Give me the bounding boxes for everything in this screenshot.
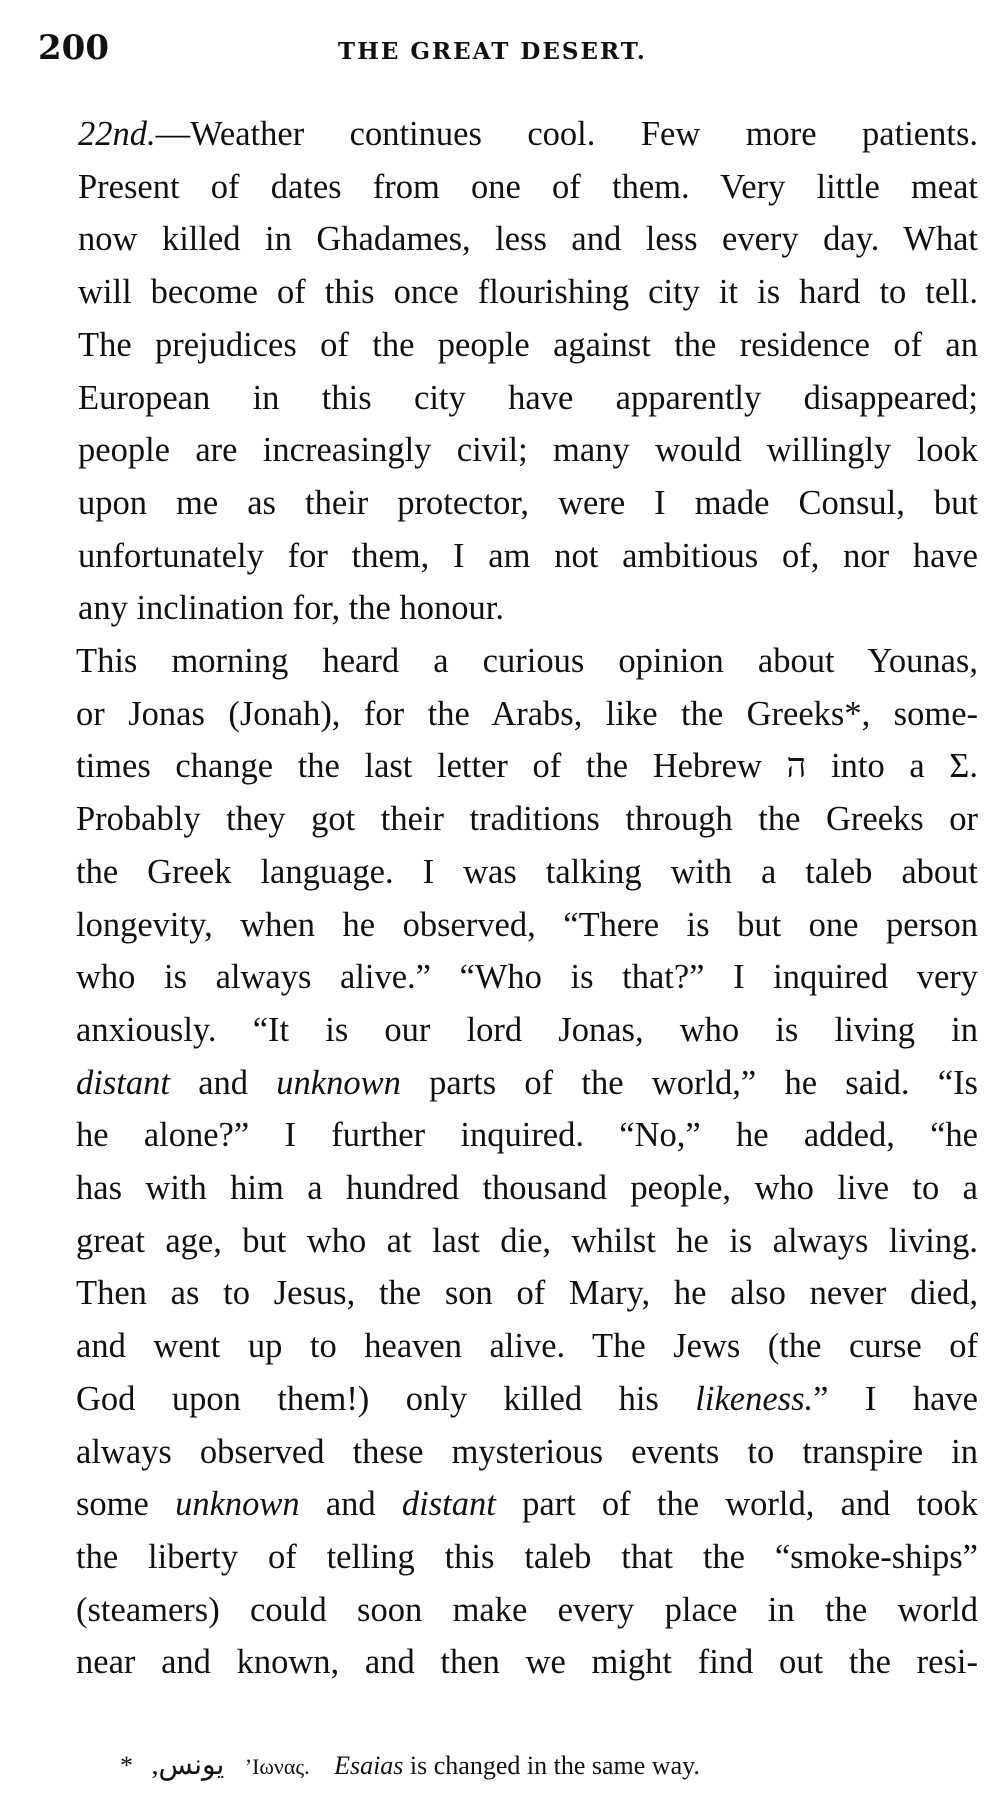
running-head: THE GREAT DESERT. [338,38,647,65]
text-line: (steamers) could soon make every place in the world [76,1590,978,1629]
text-line: some unknown and distant part of the world, and took [76,1485,978,1524]
text-line: God upon them!) only killed his likeness.” I have [76,1379,978,1418]
text-line: has with him a hundred thousand people, who live to a [76,1169,978,1208]
text-line: times change the last letter of the Hebrew ה into a Σ. [76,747,978,786]
text-line: will become of this once flourishing city it is hard to tell. [78,273,978,312]
text-line: near and known, and then we might find out the resi- [76,1643,978,1682]
body-text [28,108,978,1689]
text-line: always observed these mysterious events to transpire in [76,1432,978,1471]
text-line: 22nd.—Weather continues cool. Few more patients. [78,115,978,153]
footnote-arabic-word: يونس, [151,1750,225,1781]
footnote-text: is changed in the same way. [403,1751,700,1780]
text-line: any inclination for, the honour. [78,589,504,628]
text-line: Present of dates from one of them. Very little meat [78,167,978,206]
text-line: now killed in Ghadames, less and less every day. What [78,220,978,259]
footnote [120,1748,940,1782]
paragraph-entry-22nd [28,108,978,635]
text-line: distant and unknown parts of the world,” he said. “Is [76,1063,978,1102]
text-line: the liberty of telling this taleb that the “smoke-ships” [76,1537,978,1576]
date-label: 22nd. [78,115,156,153]
text-line: European in this city have apparently disappeared; [78,378,978,417]
text-line: he alone?” I further inquired. “No,” he added, “he [76,1116,978,1155]
text-line: great age, but who at last die, whilst he is always living. [76,1221,978,1260]
footnote-name: Esaias [334,1751,404,1780]
paragraph-jonas-opinion [28,635,978,1689]
text-line: or Jonas (Jonah), for the Arabs, like the Greeks*, some- [76,694,978,733]
page-number: 200 [38,28,109,68]
text-line: the Greek language. I was talking with a taleb about [76,852,978,891]
text-line: and went up to heaven alive. The Jews (the curse of [76,1327,978,1366]
text-line: Probably they got their traditions through the Greeks or [76,800,978,839]
text-line: anxiously. “It is our lord Jonas, who is living in [76,1010,978,1049]
text-line: Then as to Jesus, the son of Mary, he also never died, [76,1274,978,1313]
text-line: upon me as their protector, were I made Consul, but [78,483,978,522]
footnote-mark: * [120,1751,133,1780]
text-line: longevity, when he observed, “There is but one person [76,905,978,944]
text-line: unfortunately for them, I am not ambitious of, nor have [78,536,978,575]
text-line: This morning heard a curious opinion about Younas, [76,642,978,681]
page-header [38,28,978,68]
text-line: people are increasingly civil; many would willingly look [78,431,978,470]
text-line: who is always alive.” “Who is that?” I inquired very [76,958,978,997]
text-line: The prejudices of the people against the residence of an [78,325,978,364]
footnote-greek-word: ’Ιωνας. [244,1754,310,1779]
